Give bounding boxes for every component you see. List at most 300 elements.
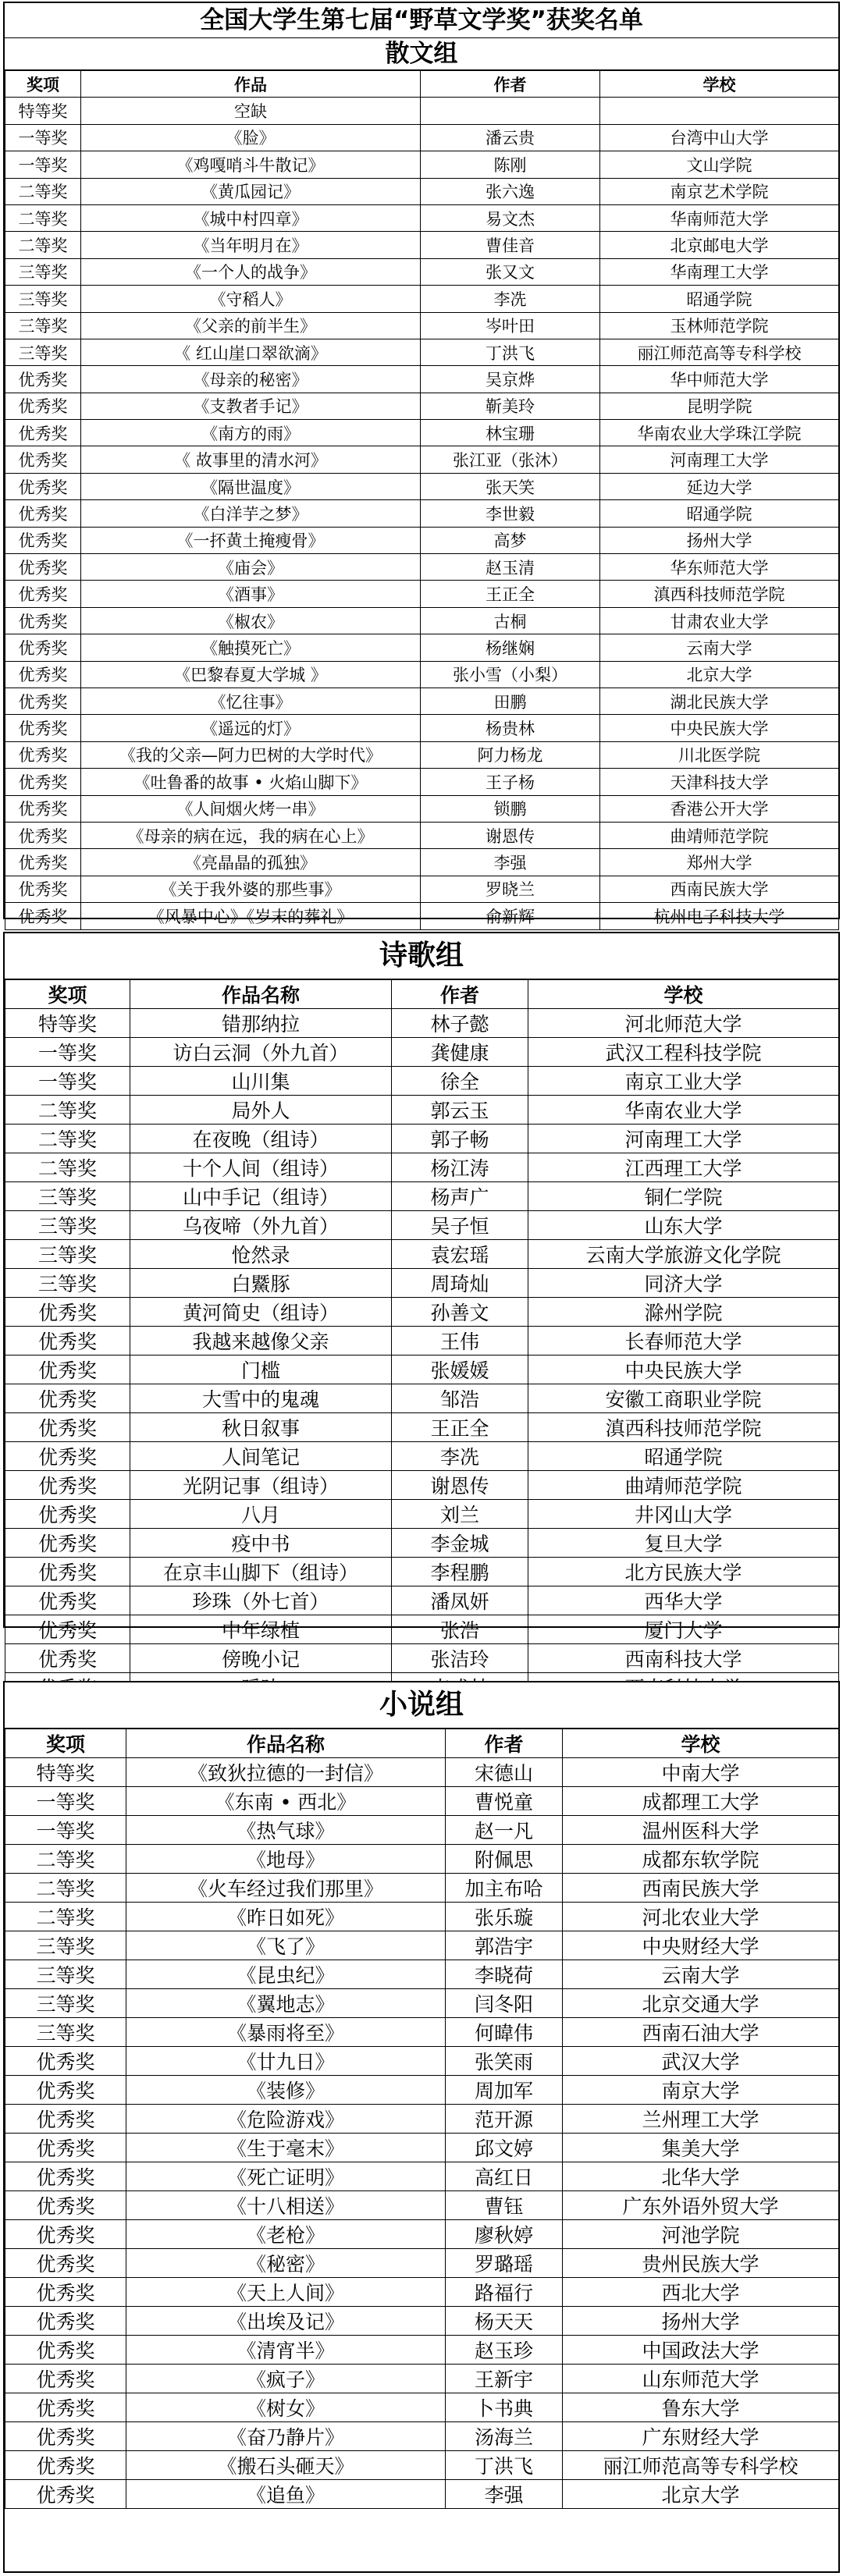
- table-row: [5, 1586, 839, 1615]
- table-row: [5, 1471, 839, 1500]
- award-cell: 优秀奖: [5, 420, 81, 446]
- author-cell: 李金城: [392, 1529, 528, 1558]
- work-cell: 《出埃及记》: [126, 2307, 446, 2336]
- table-row: [5, 1096, 839, 1125]
- award-cell: 优秀奖: [5, 2480, 126, 2509]
- table-row: [5, 1558, 839, 1586]
- table-header-row: [5, 980, 839, 1009]
- author-cell: 附佩思: [446, 1845, 563, 1874]
- award-cell: 优秀奖: [5, 2047, 126, 2076]
- work-cell: 《母亲的病在远，我的病在心上》: [81, 822, 421, 848]
- author-cell: 张乐璇: [446, 1903, 563, 1931]
- award-cell: 优秀奖: [5, 2162, 126, 2191]
- author-cell: 丁洪飞: [446, 2451, 563, 2480]
- work-cell: 《南方的雨》: [81, 420, 421, 446]
- school-cell: 云南大学旅游文化学院: [528, 1240, 839, 1269]
- table-row: [5, 1903, 839, 1931]
- award-cell: 二等奖: [5, 1874, 126, 1903]
- table-row: [5, 2105, 839, 2134]
- header-author: 作者: [421, 71, 600, 98]
- header-work: 作品: [81, 71, 421, 98]
- author-cell: 张江亚（张沐）: [421, 446, 600, 473]
- table-row: [5, 178, 839, 204]
- author-cell: 张又文: [421, 258, 600, 285]
- school-cell: 成都东软学院: [563, 1845, 839, 1874]
- work-cell: 《忆往事》: [81, 688, 421, 714]
- award-cell: 三等奖: [5, 1269, 130, 1298]
- table-row: [5, 903, 839, 929]
- author-cell: 邹浩: [392, 1384, 528, 1413]
- author-cell: 张六逸: [421, 178, 600, 204]
- award-cell: 优秀奖: [5, 2365, 126, 2393]
- table-row: [5, 339, 839, 365]
- award-cell: 优秀奖: [5, 2336, 126, 2365]
- author-cell: 高梦: [421, 527, 600, 553]
- author-cell: 邱文婷: [446, 2134, 563, 2162]
- header-school: 学校: [528, 980, 839, 1009]
- author-cell: 张媛媛: [392, 1356, 528, 1384]
- header-work: 作品名称: [130, 980, 392, 1009]
- school-cell: 中央民族大学: [600, 715, 839, 741]
- award-cell: 优秀奖: [5, 1327, 130, 1356]
- work-cell: 空缺: [81, 98, 421, 124]
- work-cell: 《我的父亲—阿力巴树的大学时代》: [81, 741, 421, 768]
- work-cell: 《追鱼》: [126, 2480, 446, 2509]
- author-cell: 张笑雨: [446, 2047, 563, 2076]
- award-cell: 三等奖: [5, 1989, 126, 2018]
- table-row: [5, 2018, 839, 2047]
- school-cell: 复旦大学: [528, 1529, 839, 1558]
- award-cell: 优秀奖: [5, 1615, 130, 1644]
- work-cell: 黄河简史（组诗）: [130, 1298, 392, 1327]
- work-cell: 《疯子》: [126, 2365, 446, 2393]
- award-cell: 三等奖: [5, 1931, 126, 1960]
- award-cell: 优秀奖: [5, 2220, 126, 2249]
- author-cell: 高红日: [446, 2162, 563, 2191]
- school-cell: 云南大学: [563, 1960, 839, 1989]
- work-cell: 山川集: [130, 1067, 392, 1096]
- school-cell: 长春师范大学: [528, 1327, 839, 1356]
- award-cell: 优秀奖: [5, 2076, 126, 2105]
- table-row: [5, 2162, 839, 2191]
- author-cell: 吴京烨: [421, 366, 600, 393]
- school-cell: 河北师范大学: [528, 1009, 839, 1038]
- table-row: [5, 1960, 839, 1989]
- work-cell: 《亮晶晶的孤独》: [81, 849, 421, 876]
- author-cell: 李冼: [392, 1442, 528, 1471]
- table-row: [5, 1500, 839, 1529]
- school-cell: 华南师范大学: [600, 204, 839, 231]
- award-cell: 优秀奖: [5, 2249, 126, 2278]
- work-cell: 《廿九日》: [126, 2047, 446, 2076]
- table-row: [5, 1644, 839, 1673]
- award-cell: 优秀奖: [5, 366, 81, 393]
- work-cell: 《致狄拉德的一封信》: [126, 1758, 446, 1787]
- work-cell: 《树女》: [126, 2393, 446, 2422]
- school-cell: 曲靖师范学院: [528, 1471, 839, 1500]
- work-cell: 《一个人的战争》: [81, 258, 421, 285]
- award-cell: 优秀奖: [5, 1413, 130, 1442]
- school-cell: 华东师范大学: [600, 554, 839, 581]
- page-title: 全国大学生第七届“野草文学奖”获奖名单: [5, 3, 838, 38]
- award-cell: 优秀奖: [5, 1471, 130, 1500]
- school-cell: 香港公开大学: [600, 795, 839, 822]
- award-cell: 优秀奖: [5, 849, 81, 876]
- school-cell: 昭通学院: [600, 500, 839, 527]
- author-cell: 袁宏瑶: [392, 1240, 528, 1269]
- work-cell: 错那纳拉: [130, 1009, 392, 1038]
- school-cell: 南京工业大学: [528, 1067, 839, 1096]
- author-cell: 锁鹏: [421, 795, 600, 822]
- work-cell: 白鱀豚: [130, 1269, 392, 1298]
- award-cell: 优秀奖: [5, 1586, 130, 1615]
- table-row: [5, 2451, 839, 2480]
- school-cell: 山东大学: [528, 1211, 839, 1240]
- table-row: [5, 607, 839, 634]
- table-row: [5, 2047, 839, 2076]
- award-cell: 三等奖: [5, 1182, 130, 1211]
- work-cell: 《飞了》: [126, 1931, 446, 1960]
- award-cell: 优秀奖: [5, 688, 81, 714]
- school-cell: 成都理工大学: [563, 1787, 839, 1816]
- work-cell: 《搬石头砸天》: [126, 2451, 446, 2480]
- award-cell: 二等奖: [5, 1096, 130, 1125]
- author-cell: 曹佳音: [421, 232, 600, 258]
- award-cell: 优秀奖: [5, 607, 81, 634]
- school-cell: 武汉工程科技学院: [528, 1038, 839, 1067]
- school-cell: 北京大学: [600, 661, 839, 688]
- work-cell: 光阴记事（组诗）: [130, 1471, 392, 1500]
- award-cell: 优秀奖: [5, 795, 81, 822]
- author-cell: 刘兰: [392, 1500, 528, 1529]
- school-cell: 玉林师范学院: [600, 312, 839, 339]
- author-cell: 杨贵林: [421, 715, 600, 741]
- work-cell: 《老枪》: [126, 2220, 446, 2249]
- work-cell: 《人间烟火烤一串》: [81, 795, 421, 822]
- author-cell: 王子杨: [421, 769, 600, 795]
- author-cell: 赵玉珍: [446, 2336, 563, 2365]
- award-cell: 三等奖: [5, 1240, 130, 1269]
- author-cell: 杨江涛: [392, 1153, 528, 1182]
- award-cell: 优秀奖: [5, 2134, 126, 2162]
- school-cell: 西南民族大学: [563, 1874, 839, 1903]
- school-cell: 江西理工大学: [528, 1153, 839, 1182]
- work-cell: 人间笔记: [130, 1442, 392, 1471]
- school-cell: 文山学院: [600, 151, 839, 178]
- work-cell: 《十八相送》: [126, 2191, 446, 2220]
- work-cell: 《风暴中心》《岁末的葬礼》: [81, 903, 421, 929]
- school-cell: 丽江师范高等专科学校: [600, 339, 839, 365]
- school-cell: 西北大学: [563, 2278, 839, 2307]
- table-row: [5, 1989, 839, 2018]
- award-cell: 优秀奖: [5, 1558, 130, 1586]
- award-cell: 优秀奖: [5, 554, 81, 581]
- table-row: [5, 634, 839, 661]
- school-cell: 温州医科大学: [563, 1816, 839, 1845]
- author-cell: 李晓荷: [446, 1960, 563, 1989]
- award-cell: 特等奖: [5, 1758, 126, 1787]
- award-cell: 优秀奖: [5, 1644, 130, 1673]
- table-row: [5, 661, 839, 688]
- section-title: 诗歌组: [5, 933, 838, 979]
- header-school: 学校: [600, 71, 839, 98]
- table-header-row: [5, 1729, 839, 1758]
- work-cell: 在京丰山脚下（组诗）: [130, 1558, 392, 1586]
- table-row: [5, 366, 839, 393]
- work-cell: 《地母》: [126, 1845, 446, 1874]
- school-cell: 西南科技大学: [528, 1644, 839, 1673]
- author-cell: 李世毅: [421, 500, 600, 527]
- author-cell: 汤海兰: [446, 2422, 563, 2451]
- school-cell: 同济大学: [528, 1269, 839, 1298]
- award-cell: 优秀奖: [5, 2307, 126, 2336]
- table-row: [5, 581, 839, 607]
- author-cell: 李强: [421, 849, 600, 876]
- award-table: [5, 979, 839, 1702]
- work-cell: 《昆虫纪》: [126, 1960, 446, 1989]
- table-header-row: [5, 71, 839, 98]
- table-body: [5, 1009, 839, 1702]
- work-cell: 《暴雨将至》: [126, 2018, 446, 2047]
- work-cell: 《 故事里的清水河》: [81, 446, 421, 473]
- table-row: [5, 1038, 839, 1067]
- author-cell: 张浩: [392, 1615, 528, 1644]
- table-row: [5, 420, 839, 446]
- table-row: [5, 1240, 839, 1269]
- table-row: [5, 1442, 839, 1471]
- school-cell: 厦门大学: [528, 1615, 839, 1644]
- header-work: 作品名称: [126, 1729, 446, 1758]
- school-cell: 南京艺术学院: [600, 178, 839, 204]
- school-cell: 武汉大学: [563, 2047, 839, 2076]
- work-cell: 《巴黎春夏大学城 》: [81, 661, 421, 688]
- work-cell: 中年绿植: [130, 1615, 392, 1644]
- award-cell: 优秀奖: [5, 661, 81, 688]
- award-cell: 三等奖: [5, 286, 81, 312]
- author-cell: 易文杰: [421, 204, 600, 231]
- award-cell: 二等奖: [5, 232, 81, 258]
- table-row: [5, 258, 839, 285]
- header-award: 奖项: [5, 1729, 126, 1758]
- work-cell: 乌夜啼（外九首）: [130, 1211, 392, 1240]
- work-cell: 《生于毫末》: [126, 2134, 446, 2162]
- school-cell: 井冈山大学: [528, 1500, 839, 1529]
- school-cell: 中国政法大学: [563, 2336, 839, 2365]
- table-row: [5, 2191, 839, 2220]
- table-row: [5, 876, 839, 902]
- author-cell: 李强: [446, 2480, 563, 2509]
- award-cell: 一等奖: [5, 1816, 126, 1845]
- school-cell: 西华大学: [528, 1586, 839, 1615]
- school-cell: 华南理工大学: [600, 258, 839, 285]
- work-cell: 《支教者手记》: [81, 393, 421, 419]
- award-cell: 优秀奖: [5, 446, 81, 473]
- award-cell: 一等奖: [5, 1038, 130, 1067]
- school-cell: 丽江师范高等专科学校: [563, 2451, 839, 2480]
- award-cell: 优秀奖: [5, 2105, 126, 2134]
- school-cell: 北华大学: [563, 2162, 839, 2191]
- work-cell: 《触摸死亡》: [81, 634, 421, 661]
- school-cell: 华中师范大学: [600, 366, 839, 393]
- author-cell: 潘云贵: [421, 124, 600, 151]
- header-award: 奖项: [5, 980, 130, 1009]
- poetry-section: [3, 932, 840, 1671]
- table-row: [5, 2393, 839, 2422]
- header-school: 学校: [563, 1729, 839, 1758]
- author-cell: 曹悦童: [446, 1787, 563, 1816]
- school-cell: 南京大学: [563, 2076, 839, 2105]
- work-cell: 《天上人间》: [126, 2278, 446, 2307]
- school-cell: [600, 98, 839, 124]
- author-cell: 谢恩传: [421, 822, 600, 848]
- table-row: [5, 769, 839, 795]
- author-cell: 宋德山: [446, 1758, 563, 1787]
- work-cell: 《白洋芋之梦》: [81, 500, 421, 527]
- work-cell: 《装修》: [126, 2076, 446, 2105]
- work-cell: 《东南 • 西北》: [126, 1787, 446, 1816]
- school-cell: 台湾中山大学: [600, 124, 839, 151]
- award-cell: 优秀奖: [5, 769, 81, 795]
- section-title: 散文组: [5, 38, 838, 70]
- award-cell: 一等奖: [5, 124, 81, 151]
- author-cell: 谢恩传: [392, 1471, 528, 1500]
- work-cell: 《庙会》: [81, 554, 421, 581]
- author-cell: 罗晓兰: [421, 876, 600, 902]
- award-cell: 二等奖: [5, 204, 81, 231]
- award-cell: 优秀奖: [5, 581, 81, 607]
- table-row: [5, 2134, 839, 2162]
- table-row: [5, 822, 839, 848]
- work-cell: 《奋乃静片》: [126, 2422, 446, 2451]
- school-cell: 铜仁学院: [528, 1182, 839, 1211]
- work-cell: 《酒事》: [81, 581, 421, 607]
- award-cell: 优秀奖: [5, 1529, 130, 1558]
- award-cell: 特等奖: [5, 1009, 130, 1038]
- award-cell: 三等奖: [5, 339, 81, 365]
- work-cell: 珍珠（外七首）: [130, 1586, 392, 1615]
- table-row: [5, 1182, 839, 1211]
- work-cell: 《脸》: [81, 124, 421, 151]
- award-cell: 优秀奖: [5, 876, 81, 902]
- school-cell: 天津科技大学: [600, 769, 839, 795]
- school-cell: 河南理工大学: [600, 446, 839, 473]
- table-row: [5, 1153, 839, 1182]
- award-table: [5, 1729, 839, 2509]
- work-cell: 《秘密》: [126, 2249, 446, 2278]
- award-cell: 二等奖: [5, 1845, 126, 1874]
- table-row: [5, 1931, 839, 1960]
- table-row: [5, 2422, 839, 2451]
- table-row: [5, 688, 839, 714]
- school-cell: 昆明学院: [600, 393, 839, 419]
- author-cell: 阿力杨龙: [421, 741, 600, 768]
- table-row: [5, 2278, 839, 2307]
- author-cell: 林宝珊: [421, 420, 600, 446]
- work-cell: 《当年明月在》: [81, 232, 421, 258]
- school-cell: 滇西科技师范学院: [600, 581, 839, 607]
- author-cell: 张洁玲: [392, 1644, 528, 1673]
- table-row: [5, 232, 839, 258]
- award-cell: 三等奖: [5, 258, 81, 285]
- work-cell: 访白云洞（外九首）: [130, 1038, 392, 1067]
- table-row: [5, 393, 839, 419]
- author-cell: 杨天天: [446, 2307, 563, 2336]
- table-row: [5, 1615, 839, 1644]
- award-cell: 优秀奖: [5, 1442, 130, 1471]
- school-cell: 山东师范大学: [563, 2365, 839, 2393]
- school-cell: 河池学院: [563, 2220, 839, 2249]
- table-row: [5, 2076, 839, 2105]
- author-cell: 路福行: [446, 2278, 563, 2307]
- school-cell: 滇西科技师范学院: [528, 1413, 839, 1442]
- author-cell: 岑叶田: [421, 312, 600, 339]
- author-cell: 赵一凡: [446, 1816, 563, 1845]
- school-cell: 贵州民族大学: [563, 2249, 839, 2278]
- award-cell: 优秀奖: [5, 822, 81, 848]
- school-cell: 北京交通大学: [563, 1989, 839, 2018]
- author-cell: 王伟: [392, 1327, 528, 1356]
- work-cell: 门槛: [130, 1356, 392, 1384]
- table-row: [5, 473, 839, 499]
- table-row: [5, 1327, 839, 1356]
- author-cell: 陈刚: [421, 151, 600, 178]
- table-row: [5, 446, 839, 473]
- work-cell: 《昨日如死》: [126, 1903, 446, 1931]
- award-cell: 优秀奖: [5, 1500, 130, 1529]
- work-cell: 《隔世温度》: [81, 473, 421, 499]
- fiction-section: [3, 1681, 840, 2573]
- award-cell: 优秀奖: [5, 634, 81, 661]
- table-row: [5, 500, 839, 527]
- school-cell: 甘肃农业大学: [600, 607, 839, 634]
- award-cell: 二等奖: [5, 1153, 130, 1182]
- author-cell: 李程鹏: [392, 1558, 528, 1586]
- author-cell: 李冼: [421, 286, 600, 312]
- work-cell: 《一抔黄土掩瘦骨》: [81, 527, 421, 553]
- work-cell: 傍晚小记: [130, 1644, 392, 1673]
- award-cell: 三等奖: [5, 2018, 126, 2047]
- award-cell: 二等奖: [5, 178, 81, 204]
- award-cell: 一等奖: [5, 1787, 126, 1816]
- author-cell: 何暐伟: [446, 2018, 563, 2047]
- school-cell: 西南民族大学: [600, 876, 839, 902]
- author-cell: 赵玉清: [421, 554, 600, 581]
- school-cell: 广东外语外贸大学: [563, 2191, 839, 2220]
- award-cell: 优秀奖: [5, 393, 81, 419]
- award-cell: 三等奖: [5, 1211, 130, 1240]
- table-row: [5, 1125, 839, 1153]
- author-cell: 罗璐瑶: [446, 2249, 563, 2278]
- work-cell: 怆然录: [130, 1240, 392, 1269]
- author-cell: 徐全: [392, 1067, 528, 1096]
- school-cell: 北京大学: [563, 2480, 839, 2509]
- school-cell: 华南农业大学: [528, 1096, 839, 1125]
- author-cell: 田鹏: [421, 688, 600, 714]
- school-cell: 扬州大学: [600, 527, 839, 553]
- work-cell: 山中手记（组诗）: [130, 1182, 392, 1211]
- work-cell: 秋日叙事: [130, 1413, 392, 1442]
- table-row: [5, 1356, 839, 1384]
- table-row: [5, 1529, 839, 1558]
- table-row: [5, 1269, 839, 1298]
- table-row: [5, 1758, 839, 1787]
- table-row: [5, 741, 839, 768]
- author-cell: 郭浩宇: [446, 1931, 563, 1960]
- author-cell: 范开源: [446, 2105, 563, 2134]
- work-cell: 疫中书: [130, 1529, 392, 1558]
- award-cell: 优秀奖: [5, 2278, 126, 2307]
- table-row: [5, 2220, 839, 2249]
